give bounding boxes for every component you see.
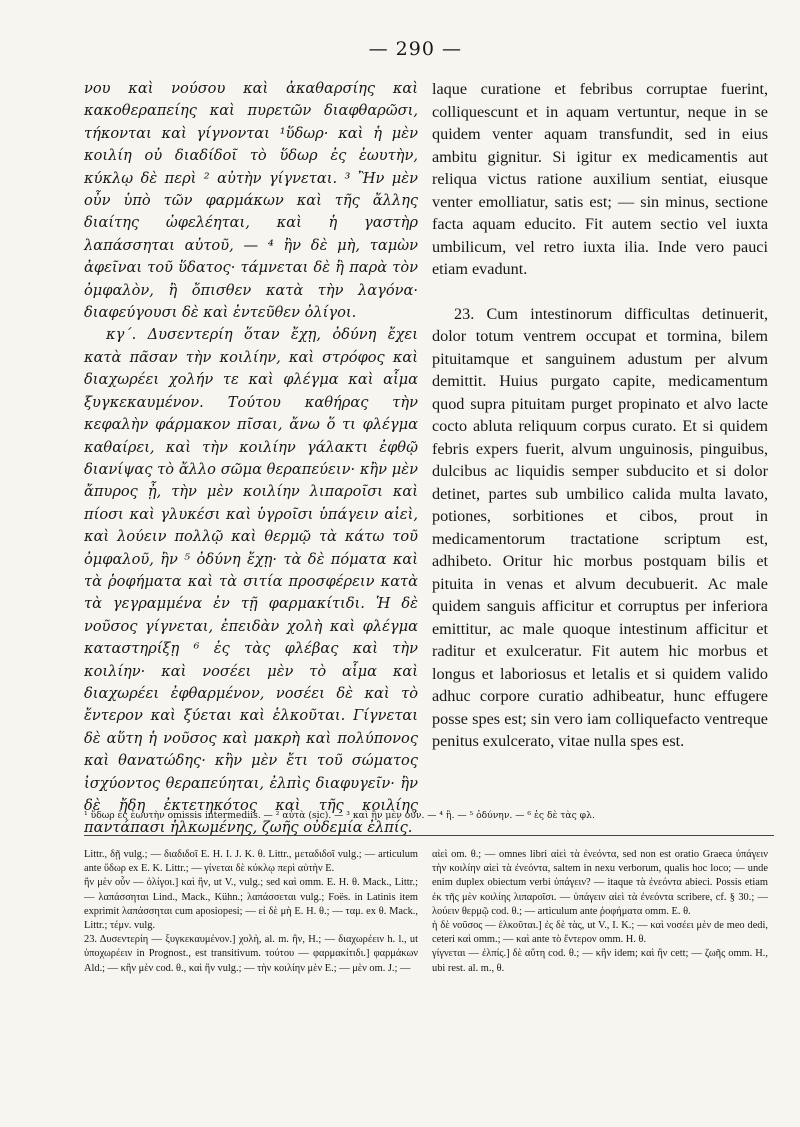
footnote-divider [84,835,774,836]
page-number: — 290 — [368,38,462,60]
apparatus-entry: 23. Δυσεντερίη — ξυγκεκαυμένον.] χολὴ, al. m. ἢν, H.; — διαχωρέειν h. l., ut ὑποχωρέειν in Prognost., est transitivum. τούτου — φαρμακίτιδι.] φαρμάκων Ald.; — κἢν μὲν cod. θ., καὶ ἢν vulg.; — τὴν κοιλίην μὲν E.; — μὲν om. J.; — [84,934,418,974]
apparatus-entry: γίγνεται — ἐλπίς.] δὲ αὕτη cod. θ.; — κἢν idem; καὶ ἢν cett; — ζωῆς omm. H., ubi rest. al. m., θ. [432,948,768,974]
latin-paragraph: 23. Cum intestinorum difficultas detinuerit, dolor totum ventrem occupat et tormina, bilem pituitamque et sanguinem adustum per alvum demittit. Huius purgato capite, medicamentum quod supra pituitam purget propinato et alvo lacte cocto abluta reliquum corpus curato. Et si quidem febris expers fuerit, alvum unguinosis, pinguibus, dulcibus ac liquidis semper subducito et si dolor detinet, partes sub umbilico calida multa lavato, potiones, sorbitiones et cibos, prout in medicamentorum tractatione scriptum est, adhibeto. Oritur hic morbus postquam bilis et pituita in venas et alvum decubuerit. Ac male quidem sanguis afficitur et corruptus per inferiora emittitur, ac male quoque intestinum afficitur et raditur et exulceratur. Fit autem hic morbus et longus et laboriosus et letalis et si quidem valido adhuc corpore curatio adhibeatur, hunc effugere posse spes est; sin vero iam colliquefacto ventreque penitus exulcerato, vitae nulla spes est. [432,304,768,750]
apparatus-entry: ἢν μὲν οὖν — ὀλίγοι.] καὶ ἢν, ut V., vulg.; sed καὶ omm. E. H. θ. Mack., Littr.; — λαπάσσηται Lind., Mack., Kühn.; λαπάσσεται vulg.; Foës. in Latinis item exprimit λαπάσσηται cum aposiopesi; — εἰ δὲ μὴ E. H. θ.; — ταμ. ex θ. Mack., Littr.; τέμν. vulg. [84,877,418,932]
greek-text-column [84,78,418,840]
latin-paragraph: laque curatione et febribus corruptae fuerint, colliquescunt et in aquam vertuntur, neque in se quidem venter aquam transfundit, sed in eius ambitu gignitur. Si igitur ex medicamentis aut reliqua victus ratione auxilium sentiat, eiusque venter emolliatur, satis est; — sin minus, sectione facta aquam educito. Fit autem sectio vel iuxta umbilicum, vel retro iuxta ilia. Inde vero pauci etiam evadunt. [432,80,768,278]
latin-text-column [432,78,768,753]
critical-apparatus-left [84,848,418,976]
greek-paragraph: κγ΄. Δυσεντερίη ὅταν ἔχῃ, ὀδύνη ἔχει κατὰ πᾶσαν τὴν κοιλίην, καὶ στρόφος καὶ διαχωρέει χολήν τε καὶ φλέγμα καὶ αἷμα ξυγκεκαυμένον. Τούτου καθήρας τὴν κεφαλὴν φάρμακον πῖσαι, ἄνω ὅ τι φλέγμα καθαίρει, καὶ τὴν κοιλίην γάλακτι ἐφθῷ διανίψας τὸ ἄλλο σῶμα θεραπεύειν· κἢν μὲν ἄπυρος ᾖ, τὴν μὲν κοιλίην λιπαροῖσι καὶ πίοσι καὶ γλυκέσι καὶ ὑγροῖσι ὑπάγειν αἰεὶ, καὶ λούειν πολλῷ καὶ θερμῷ τὰ κάτω τοῦ ὀμφαλοῦ, ἢν ⁵ ὀδύνη ἔχῃ· τὰ δὲ πόματα καὶ τὰ ῥοφήματα καὶ τὰ σιτία προσφέρειν κατὰ τὰ γεγραμμένα ἐν τῇ φαρμακίτιδι. Ἡ δὲ νοῦσος γίγνεται, ἐπειδὰν χολὴ καὶ φλέγμα καταστηρίξῃ ⁶ ἐς τὰς φλέβας καὶ τὴν κοιλίην· καὶ νοσέει μὲν τὸ αἷμα καὶ διαχωρέει ἐφθαρμένον, νοσέει δὲ καὶ τὸ ἔντερον καὶ ξύεται καὶ ἑλκοῦται. Γίγνεται δὲ αὕτη ἡ νοῦσος καὶ μακρὴ καὶ πολύπονος καὶ θανατώδης· κἢν μὲν ἔτι τοῦ σώματος ἰσχύοντος θεραπεύηται, ἐλπὶς διαφυγεῖν· ἢν δὲ ἤδη ἐκτετηκότος καὶ τῆς κοιλίης παντάπασι ἡλκωμένης, ζωῆς οὐδεμία ἐλπίς. [84,326,418,837]
apparatus-entry: ἡ δὲ νοῦσος — ἑλκοῦται.] ἐς δὲ τὰς, ut V., I. K.; — καὶ νοσέει μὲν de meo dedi, ceteri καὶ omm.; — καὶ ante τὸ ἔντερον omm. H. θ. [432,920,768,946]
greek-paragraph: νου καὶ νούσου καὶ ἀκαθαρσίης καὶ κακοθεραπείης καὶ πυρετῶν διαφθαρῶσι, τήκονται καὶ γίγνονται ¹ὕδωρ· καὶ ἡ μὲν κοιλίη οὐ διαδίδοῖ τὸ ὕδωρ ἐς ἑωυτὴν, κύκλῳ δὲ περὶ ² αὐτὴν γίγνεται. ³ Ἢν μὲν οὖν ὑπὸ τῶν φαρμάκων καὶ τῆς ἄλλης διαίτης ὠφελέηται, καὶ ἡ γαστὴρ λαπάσσηται αὐτοῦ, — ⁴ ἢν δὲ μὴ, ταμὼν ἀφεῖναι τοῦ ὕδατος· τάμνεται δὲ ἢ παρὰ τὸν ὀμφαλὸν, ἢ ὄπισθεν κατὰ τὴν λαγόνα· διαφεύγουσι δὲ καὶ ἐντεῦθεν ὀλίγοι. [84,80,418,322]
apparatus-entry: Littr., δῇ vulg.; — διαδιδοῖ E. H. I. J. K. θ. Littr., μεταδιδοῖ vulg.; — articulum ante ὕδωρ ex E. K. Littr.; — γίνεται δὲ κύκλῳ περὶ αὐτὴν E. [84,849,418,875]
greek-footnotes: ¹ ὕδωρ ἐς ἑωυτὴν omissis intermediis. — ² αὐτὰ (sic). — ³ καὶ ἢν μὲν οὖν. — ⁴ ἢ. — ⁵ ὀδύνην. — ⁶ ἐς δὲ τὰς φλ. [84,810,595,821]
apparatus-entry: αἰεὶ om. θ.; — omnes libri αἰεὶ τὰ ἐνεόντα, sed non est oratio Graeca ὑπάγειν τὴν κοιλίην αἰεὶ τὰ ἐνεόντα, saltem in nexu verborum, qualis hoc loco; — unde enim duplex obiectum verbi ὑπάγειν? — itaque τὰ ἐνεόντα abieci. Possis etiam ἐκ τῆς μὲν κοιλίης λιπαροῖσι. — ὑπάγειν αἰεὶ τὰ ἐνεόντα scribere, cf. § 30.; — λούειν θερμῷ cod. θ.; — articulum ante ῥοφήματα omm. E. θ. [432,849,768,917]
critical-apparatus-right [432,848,768,976]
